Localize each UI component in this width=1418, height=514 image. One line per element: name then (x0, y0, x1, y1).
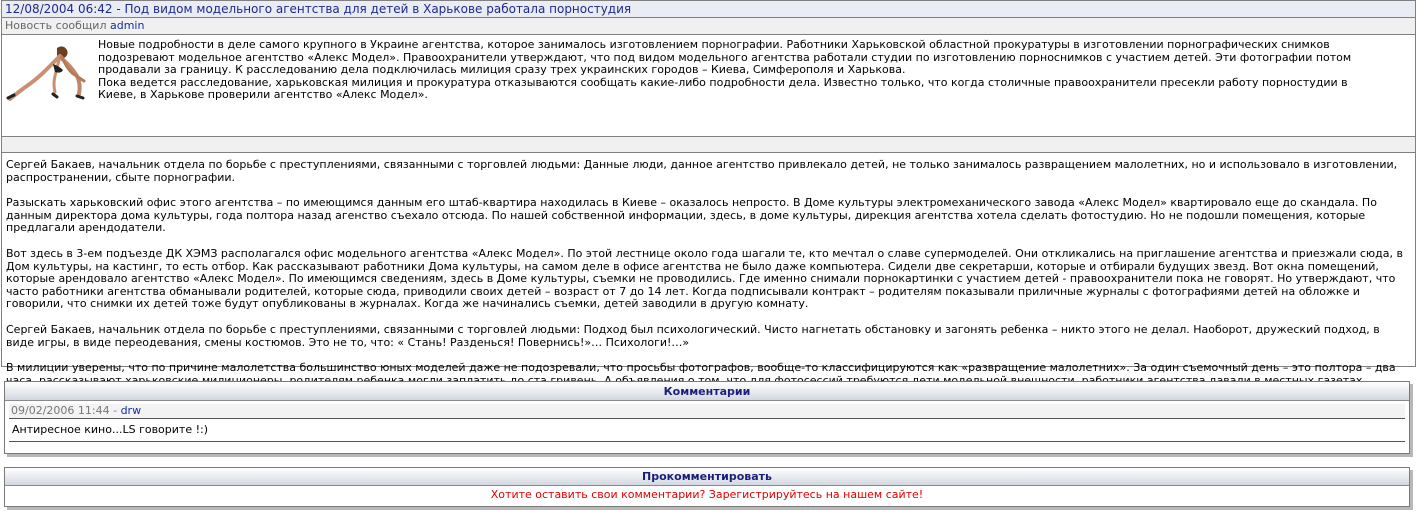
body-paragraph: В милиции уверены, что по причине малолетства большинство юных моделей даже не подозревали, что просьбы фотографов, вообще-то классифицируются как «развращение малолетних». За один съемочный день – это полтора – два (6, 361, 1396, 375)
register-prompt-link[interactable]: Хотите оставить свои комментарии? Зарегистрируйтесь на нашем сайте! (490, 488, 924, 501)
model-photo-image (5, 40, 93, 102)
article-body (2, 153, 1415, 387)
post-comment-title: Прокомментировать (5, 468, 1409, 486)
news-title: Под видом модельного агентства для детей в Харькове работала порностудия (124, 2, 632, 16)
post-comment-panel (4, 467, 1410, 507)
comment-author-link[interactable]: drw (120, 404, 142, 417)
news-intro (2, 35, 1415, 137)
comments-panel (4, 381, 1410, 454)
body-paragraph: Сергей Бакаев, начальник отдела по борьбе с преступлениями, связанными с торговлей людьми: Данные люди, данное агентство привлекало детей, не только занималось развращением малолетних, но и использовало в изготовлении, распространении, сбыте порнографии. (6, 158, 1398, 184)
intro-text (98, 39, 1375, 102)
intro-paragraph: Новые подробности в деле самого крупного в Украине агентства, которое занималось изготовлением порнографии. Работники Харьковской областной прокуратуры в изготовлении порнографических снимков подозревают модельное агентство «Алекс Модел». Правоохранители утверждают, что под видом модельного агентства работали студии по изготовлению порноснимков с участием детей. Эти фотографии потом продавали за границу. К расследованию дела подключилась милиция сразу трех украинских городов – Киева, Симферополя и Харькова. (98, 38, 1352, 77)
body-paragraph: Сергей Бакаев, начальник отдела по борьбе с преступлениями, связанными с торговлей людьми: Подход был психологический. Чисто нагнетать обстановку и загонять ребенка – никто этого не делал. Наоборот, дружеский подход, в виде игры, в виде переодевания, смены костюмов. Это не то, что: « Стань! Разденься! Повернись!»… Психологи!…» (6, 322, 1380, 349)
body-paragraph: Разыскать харьковский офис этого агентства – по имеющимся данным его штаб-квартира находилась в Киеве – оказалось непросто. В Доме культуры электромеханического завода «Алекс Модел» квартировало еще до скандала. По данным директора дома культуры, года полтора назад агенство съехало отсюда. По нашей собственной информации, здесь, в доме культуры, дирекция агентства хотела сделать фотостудию. Но не подошли помещения, которые предлагали арендодатели. (6, 196, 1377, 235)
author-label: Новость сообщил (5, 19, 107, 32)
comment-text: Антиресное кино...LS говорите !:) (12, 423, 209, 436)
comment-meta: 09/02/2006 11:44 - drw (9, 404, 1405, 419)
article-divider (2, 137, 1415, 153)
news-article (1, 0, 1416, 375)
body-paragraph: Вот здесь в 3-ем подъезде ДК ХЭМЗ располагался офис модельного агентства «Алекс Модел». По этой лестнице около года шагали те, кто мечтал о славе супермоделей. Они откликались на приглашение агентства и приезжали сюда, в Дом культуры, на кастинг, то есть отбор. Как рассказывают работники Дома культуры, на самом деле в офисе агентства не было даже компьютера. Сидели две секретарши, которые и отбирали будущих звезд. Вот окна помещений, которые арендовало агентство «Алекс Модел». По имеющимся сведениям, здесь в Доме культуры, съемки не проводились. Где именно снимали порнокартинки с участием детей - правоохранители пока не говорят. Но утверждают, что часто работники агентства обманывали родителей, которые сюда, приводили своих детей – возраст от 7 до 14 лет. Когда подписывали контракт – родителям показывали приличные журналы с фотографиями детей на обложке и говорили, что снимки их детей тоже будут опубликованы в журналах. Когда же начинались съемки, детей заводили в другую комнату. (6, 246, 1403, 311)
comments-title: Комментарии (5, 382, 1409, 401)
comment-date: 09/02/2006 11:44 (11, 404, 110, 417)
news-header: 12/08/2004 06:42 - Под видом модельного агентства для детей в Харькове работала порностудия (2, 1, 1415, 18)
news-author-row (2, 18, 1415, 35)
comment-divider (9, 441, 1405, 442)
author-link[interactable]: admin (109, 19, 145, 32)
intro-paragraph: Пока ведется расследование, харьковская милиция и прокуратура отказываются сообщать какие-либо подробности дела. Известно только, что когда столичные правоохранители пресекли работу порностудии в Киеве, в Харькове проверили агентство «Алекс Модел». (98, 75, 1348, 102)
news-date: 12/08/2004 06:42 (5, 2, 113, 16)
